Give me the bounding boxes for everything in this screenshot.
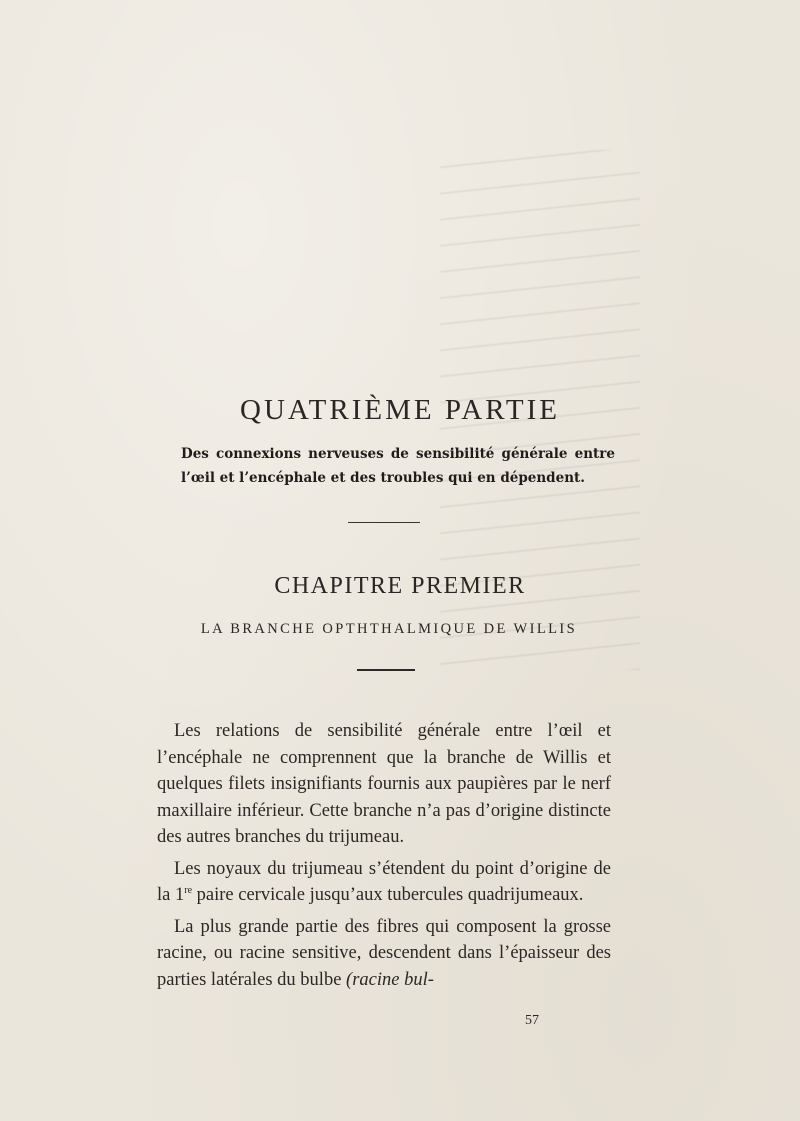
- italic-text: (racine bul-: [346, 969, 434, 990]
- paragraph-text: Les relations de sensibilité générale entre l’œil et l’encéphale ne comprennent que la branche de Willis et quelques filets insignifiants fournis aux paupières par le nerf maxillaire inférieur. Cette branche n’a pas d’origine distincte des autres branches du trijumeau.: [157, 721, 611, 847]
- part-title: QUATRIÈME PARTIE: [240, 394, 560, 426]
- section-divider: [348, 522, 420, 523]
- ordinal-superscript: re: [184, 885, 193, 896]
- paragraph: [157, 856, 611, 909]
- chapter-title: CHAPITRE PREMIER: [274, 573, 526, 599]
- paragraph: [157, 914, 611, 994]
- paragraph: [157, 718, 611, 851]
- chapter-subtitle: LA BRANCHE OPTHTHALMIQUE DE WILLIS: [200, 621, 578, 637]
- paragraph-text: La plus grande partie des fibres qui composent la grosse racine, ou racine sensitive, descendent dans l’épaisseur des parties latérales du bulbe: [157, 916, 611, 990]
- body-text: [157, 718, 611, 993]
- paragraph-text: Les noyaux du trijumeau s’étendent du point d’origine de la 1: [157, 858, 611, 905]
- chapter-divider: [357, 669, 415, 671]
- page-number: 57: [525, 1013, 539, 1028]
- paragraph-text: paire cervicale jusqu’aux tubercules quadrijumeaux.: [192, 885, 584, 905]
- part-subtitle: Des connexions nerveuses de sensibilité générale entre l’œil et l’encéphale et des troubles qui en dépendent.: [181, 446, 615, 486]
